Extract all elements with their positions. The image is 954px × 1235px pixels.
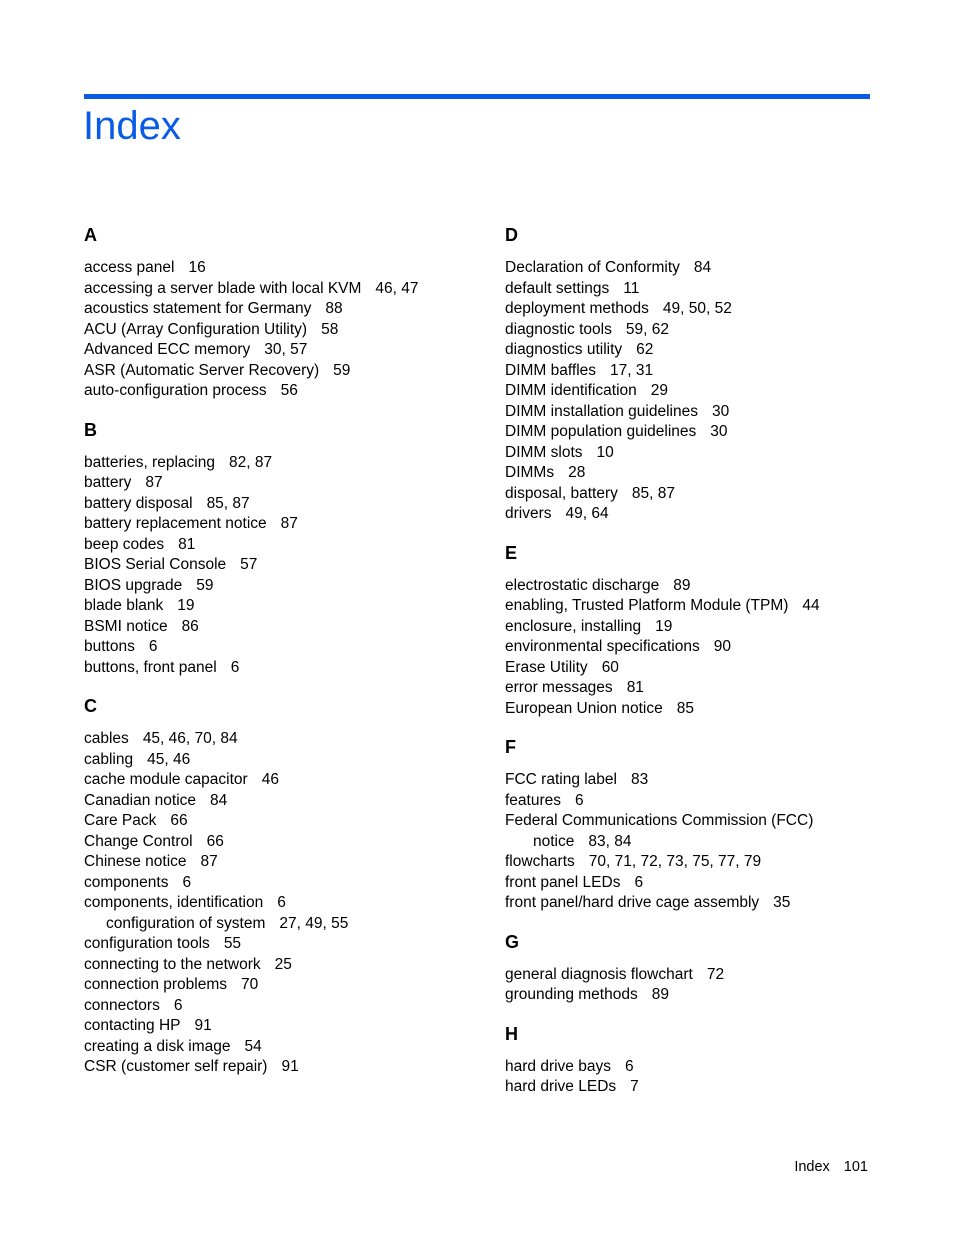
index-section-f [505, 735, 875, 914]
index-pages: 83 [631, 771, 649, 788]
index-entry [84, 494, 484, 515]
index-term: battery disposal [84, 494, 193, 512]
index-term: DIMM slots [505, 443, 583, 461]
index-pages: 16 [188, 259, 206, 276]
index-term: default settings [505, 279, 610, 297]
index-term: cables [84, 730, 129, 747]
index-pages: 91 [194, 1017, 212, 1034]
index-entry [84, 361, 484, 382]
index-entry [84, 637, 484, 658]
index-pages: 46, 47 [375, 279, 419, 297]
index-term: buttons, front panel [84, 658, 217, 676]
index-term: drivers [505, 505, 552, 522]
index-pages: 30, 57 [264, 341, 308, 358]
index-section-b [84, 418, 484, 679]
index-pages: 17, 31 [610, 361, 654, 379]
index-term: acoustics statement for Germany [84, 300, 312, 317]
index-entry [84, 955, 484, 976]
index-pages: 85, 87 [631, 484, 675, 502]
index-pages: 6 [182, 873, 192, 891]
index-entry [84, 934, 484, 955]
index-entry [84, 658, 484, 679]
index-entry [505, 596, 875, 617]
index-term: FCC rating label [505, 771, 617, 788]
section-letter: C [84, 696, 97, 716]
index-section-h [505, 1022, 875, 1098]
index-term: European Union notice [505, 699, 663, 717]
index-entry [505, 873, 875, 894]
index-entry [505, 504, 875, 525]
index-section-e [505, 541, 875, 720]
index-pages: 87 [280, 515, 298, 532]
index-column-left [84, 223, 484, 1094]
section-letter: G [505, 931, 520, 952]
index-entry [84, 555, 484, 576]
index-pages: 27, 49, 55 [279, 914, 349, 932]
index-pages: 35 [773, 894, 791, 911]
index-pages: 10 [596, 443, 614, 461]
index-term: DIMMs [505, 464, 555, 481]
index-entry [84, 340, 484, 361]
index-term: Canadian notice [84, 791, 197, 809]
index-pages: 45, 46 [147, 750, 191, 768]
index-entry [505, 463, 875, 484]
section-letter: H [505, 1023, 518, 1044]
index-term: deployment methods [505, 300, 649, 317]
index-section-g [505, 930, 875, 1006]
index-entry [505, 279, 875, 300]
index-entry [84, 832, 484, 853]
index-pages: 60 [601, 658, 619, 676]
index-term: Erase Utility [505, 658, 588, 676]
index-entry [505, 1077, 875, 1098]
index-entry [84, 320, 484, 341]
index-pages: 59, 62 [625, 320, 669, 338]
section-letter: A [84, 225, 97, 245]
index-term: disposal, battery [505, 484, 618, 502]
index-entry [84, 791, 484, 812]
index-entry [505, 617, 875, 638]
index-pages: 83, 84 [588, 832, 632, 850]
index-entry [505, 965, 875, 986]
index-term: notice [533, 832, 575, 850]
index-term: DIMM identification [505, 382, 637, 399]
index-section-c [84, 694, 484, 1078]
index-pages: 81 [178, 535, 196, 553]
index-pages: 45, 46, 70, 84 [142, 730, 238, 747]
index-term: buttons [84, 638, 135, 655]
index-entry [505, 852, 875, 873]
index-term: configuration of system [106, 914, 266, 932]
index-entry [84, 279, 484, 300]
index-entry [84, 996, 484, 1017]
index-entry [84, 811, 484, 832]
index-entry [84, 453, 484, 474]
index-term: configuration tools [84, 935, 210, 952]
index-term: batteries, replacing [84, 453, 215, 471]
index-pages: 6 [230, 658, 240, 676]
index-pages: 25 [274, 955, 292, 973]
index-pages: 66 [206, 832, 224, 850]
index-pages: 62 [636, 341, 654, 358]
index-entry [505, 811, 875, 832]
index-entry [505, 299, 875, 320]
index-pages: 84 [693, 259, 712, 276]
index-term: blade blank [84, 597, 164, 614]
index-entry [505, 678, 875, 699]
index-pages: 28 [568, 464, 586, 481]
index-pages: 30 [710, 423, 728, 440]
index-term: connectors [84, 996, 160, 1014]
index-entry [505, 791, 875, 812]
index-entry [84, 852, 484, 873]
index-term: hard drive LEDs [505, 1078, 617, 1095]
index-term: diagnostics utility [505, 341, 623, 358]
index-term: BSMI notice [84, 617, 168, 635]
index-pages: 6 [624, 1057, 634, 1075]
index-term: environmental specifications [505, 638, 700, 655]
index-term: battery [84, 474, 132, 491]
index-entry [84, 576, 484, 597]
index-term: Chinese notice [84, 853, 187, 870]
index-pages: 46 [261, 771, 279, 788]
index-term: BIOS Serial Console [84, 556, 227, 573]
index-entry [505, 770, 875, 791]
index-term: DIMM population guidelines [505, 423, 697, 440]
index-entry [84, 893, 484, 914]
index-section-d [505, 223, 875, 525]
footer-label: Index [794, 1159, 830, 1175]
index-pages: 89 [673, 576, 691, 594]
index-term: Change Control [84, 832, 193, 850]
index-term: features [505, 791, 562, 809]
index-entry [84, 873, 484, 894]
index-entry [505, 658, 875, 679]
index-column-right [505, 223, 875, 1114]
index-entry [84, 1016, 484, 1037]
index-pages: 6 [148, 638, 158, 655]
index-entry [505, 402, 875, 423]
index-term: CSR (customer self repair) [84, 1058, 268, 1075]
index-term: accessing a server blade with local KVM [84, 279, 362, 297]
index-term: connecting to the network [84, 955, 261, 973]
index-term: auto-configuration process [84, 382, 267, 399]
index-term: battery replacement notice [84, 515, 267, 532]
index-pages: 19 [177, 597, 195, 614]
index-term: hard drive bays [505, 1057, 611, 1075]
index-term: beep codes [84, 535, 165, 553]
index-entry [505, 985, 875, 1006]
index-entry [84, 1057, 484, 1078]
index-pages: 81 [626, 679, 644, 696]
index-entry [84, 381, 484, 402]
index-pages: 19 [655, 617, 673, 635]
index-entry [84, 975, 484, 996]
index-pages: 89 [651, 986, 669, 1003]
index-term: access panel [84, 259, 175, 276]
section-letter: B [84, 419, 97, 440]
index-term: Advanced ECC memory [84, 341, 251, 358]
index-entry [505, 381, 875, 402]
index-entry [505, 1057, 875, 1078]
index-term: ACU (Array Configuration Utility) [84, 320, 308, 338]
index-pages: 87 [200, 853, 218, 870]
index-pages: 57 [240, 556, 258, 573]
index-entry [84, 729, 484, 750]
index-entry [505, 320, 875, 341]
index-entry [84, 1037, 484, 1058]
index-term: grounding methods [505, 986, 638, 1003]
index-pages: 56 [280, 382, 298, 399]
index-term: enabling, Trusted Platform Module (TPM) [505, 597, 789, 614]
index-entry [505, 832, 875, 853]
index-term: flowcharts [505, 853, 575, 870]
index-pages: 86 [181, 617, 199, 635]
index-entry [505, 893, 875, 914]
index-term: enclosure, installing [505, 617, 642, 635]
index-term: front panel/hard drive cage assembly [505, 894, 760, 911]
index-pages: 7 [630, 1078, 639, 1095]
index-pages: 59 [196, 576, 214, 594]
index-term: diagnostic tools [505, 320, 612, 338]
index-pages: 6 [575, 791, 584, 809]
index-term: DIMM baffles [505, 361, 597, 379]
index-term: creating a disk image [84, 1037, 231, 1055]
index-term: ASR (Automatic Server Recovery) [84, 361, 320, 379]
index-entry [505, 637, 875, 658]
index-entry [84, 617, 484, 638]
index-pages: 30 [711, 402, 730, 420]
index-pages: 90 [713, 638, 731, 655]
index-entry [84, 750, 484, 771]
index-pages: 87 [145, 474, 163, 491]
index-term: components, identification [84, 894, 264, 911]
index-term: error messages [505, 679, 613, 696]
section-letter: D [505, 225, 518, 245]
index-term: connection problems [84, 976, 228, 993]
index-entry [84, 258, 484, 279]
index-entry [84, 914, 484, 935]
index-entry [84, 770, 484, 791]
index-term: general diagnosis flowchart [505, 965, 693, 983]
index-term: cache module capacitor [84, 771, 248, 788]
index-term: components [84, 873, 169, 891]
index-pages: 85, 87 [206, 494, 250, 512]
index-entry [84, 535, 484, 556]
index-pages: 44 [802, 597, 820, 614]
index-term: BIOS upgrade [84, 576, 183, 594]
index-term: front panel LEDs [505, 873, 621, 891]
index-entry [505, 422, 875, 443]
index-pages: 88 [325, 300, 343, 317]
index-entry [505, 443, 875, 464]
index-pages: 55 [223, 935, 242, 952]
page-footer [794, 1157, 868, 1177]
index-pages: 6 [634, 873, 644, 891]
index-pages: 6 [277, 894, 286, 911]
page-title: Index [83, 104, 181, 148]
index-pages: 85 [676, 699, 694, 717]
index-term: cabling [84, 750, 134, 768]
index-entry [505, 258, 875, 279]
index-entry [84, 473, 484, 494]
index-pages: 91 [281, 1058, 299, 1075]
index-entry [505, 576, 875, 597]
index-entry [505, 699, 875, 720]
index-pages: 54 [244, 1037, 262, 1055]
index-term: Care Pack [84, 812, 157, 829]
index-pages: 82, 87 [228, 453, 273, 471]
index-entry [84, 299, 484, 320]
index-term: Federal Communications Commission (FCC) [505, 812, 814, 829]
index-pages: 59 [333, 361, 351, 379]
index-pages: 66 [170, 812, 188, 829]
index-term: Declaration of Conformity [505, 259, 680, 276]
index-pages: 29 [650, 382, 669, 399]
index-entry [84, 596, 484, 617]
index-pages: 70 [241, 976, 259, 993]
footer-page-number: 101 [843, 1159, 868, 1175]
section-letter: E [505, 542, 518, 563]
index-pages: 72 [706, 965, 725, 983]
index-term: electrostatic discharge [505, 576, 660, 594]
index-entry [505, 361, 875, 382]
title-rule [84, 94, 870, 99]
index-entry [505, 484, 875, 505]
index-term: contacting HP [84, 1017, 181, 1034]
index-pages: 70, 71, 72, 73, 75, 77, 79 [588, 853, 762, 870]
index-pages: 6 [173, 996, 183, 1014]
index-section-a [84, 223, 484, 402]
index-pages: 11 [623, 279, 640, 297]
index-pages: 49, 64 [565, 505, 609, 522]
index-pages: 49, 50, 52 [662, 300, 732, 317]
section-letter: F [505, 737, 516, 757]
index-entry [505, 340, 875, 361]
index-pages: 84 [210, 791, 228, 809]
index-pages: 58 [321, 320, 339, 338]
index-entry [84, 514, 484, 535]
index-term: DIMM installation guidelines [505, 402, 698, 420]
